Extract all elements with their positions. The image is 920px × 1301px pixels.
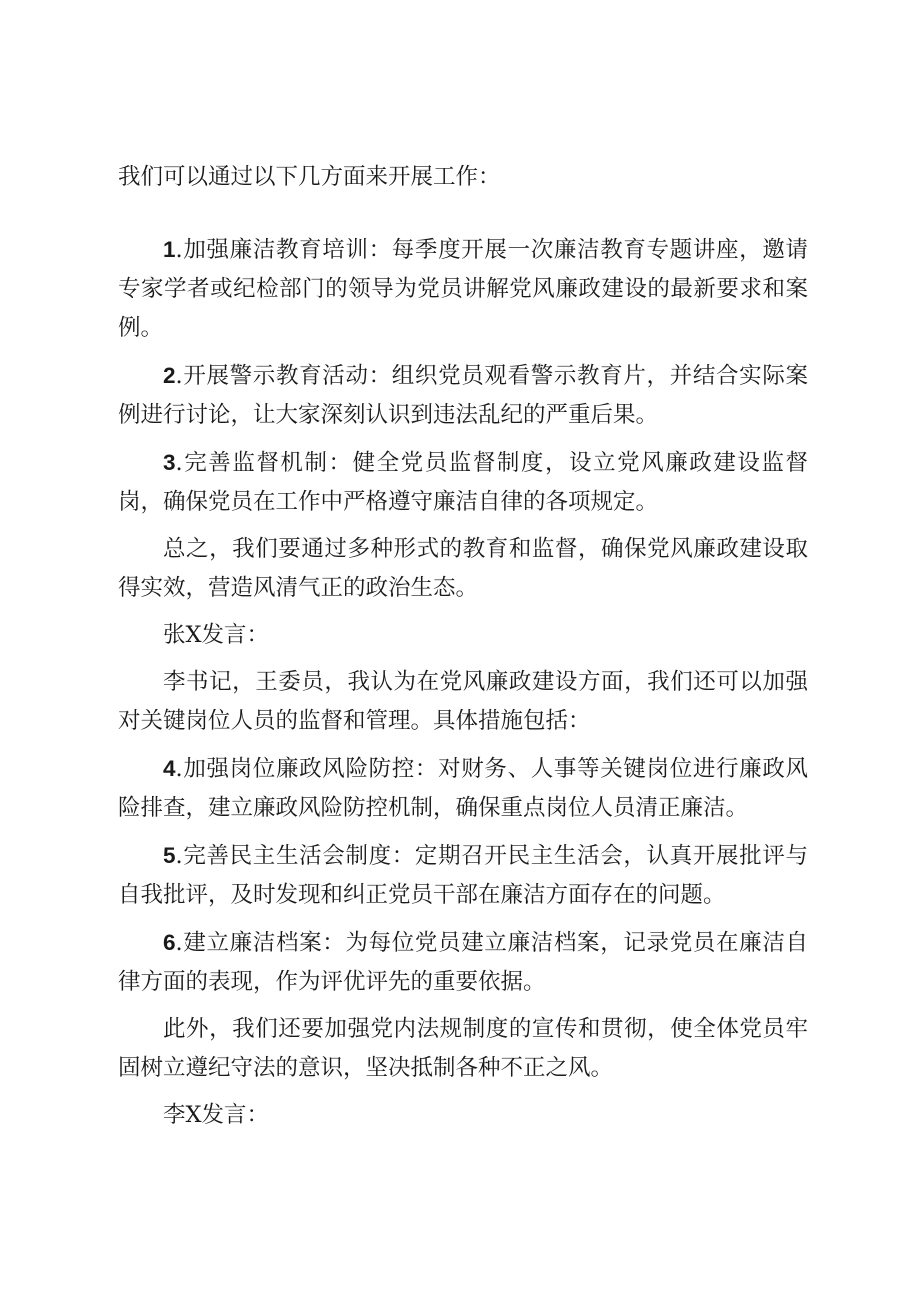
speaker-heading-zhang: 张X发言： — [163, 622, 270, 648]
zhang-speech-paragraph: 李书记，王委员，我认为在党风廉政建设方面，我们还可以加强对关键岗位人员的监督和管理。具体措施包括： — [118, 669, 808, 734]
intro-paragraph: 我们可以通过以下几方面来开展工作： — [118, 164, 501, 190]
document-body — [118, 158, 808, 1143]
list-item-3: 3.完善监督机制：健全党员监督制度，设立党风廉政建设监督岗，确保党员在工作中严格遵守廉洁自律的各项规定。 — [118, 450, 808, 515]
list-item-1: 1.加强廉洁教育培训：每季度开展一次廉洁教育专题讲座，邀请专家学者或纪检部门的领导为党员讲解党风廉政建设的最新要求和案例。 — [118, 237, 808, 341]
list-item-4: 4.加强岗位廉政风险防控：对财务、人事等关键岗位进行廉政风险排查，建立廉政风险防控机制，确保重点岗位人员清正廉洁。 — [118, 756, 808, 821]
list-item-2: 2.开展警示教育活动：组织党员观看警示教育片，并结合实际案例进行讨论，让大家深刻认识到违法乱纪的严重后果。 — [118, 363, 808, 428]
summary-paragraph: 总之，我们要通过多种形式的教育和监督，确保党风廉政建设取得实效，营造风清气正的政治生态。 — [118, 536, 808, 601]
speaker-heading-li: 李X发言： — [163, 1102, 270, 1128]
list-item-5: 5.完善民主生活会制度：定期召开民主生活会，认真开展批评与自我批评，及时发现和纠正党员干部在廉洁方面存在的问题。 — [118, 843, 808, 908]
closing-paragraph: 此外，我们还要加强党内法规制度的宣传和贯彻，使全体党员牢固树立遵纪守法的意识，坚决抵制各种不正之风。 — [118, 1016, 808, 1081]
list-item-6: 6.建立廉洁档案：为每位党员建立廉洁档案，记录党员在廉洁自律方面的表现，作为评优评先的重要依据。 — [118, 930, 808, 995]
